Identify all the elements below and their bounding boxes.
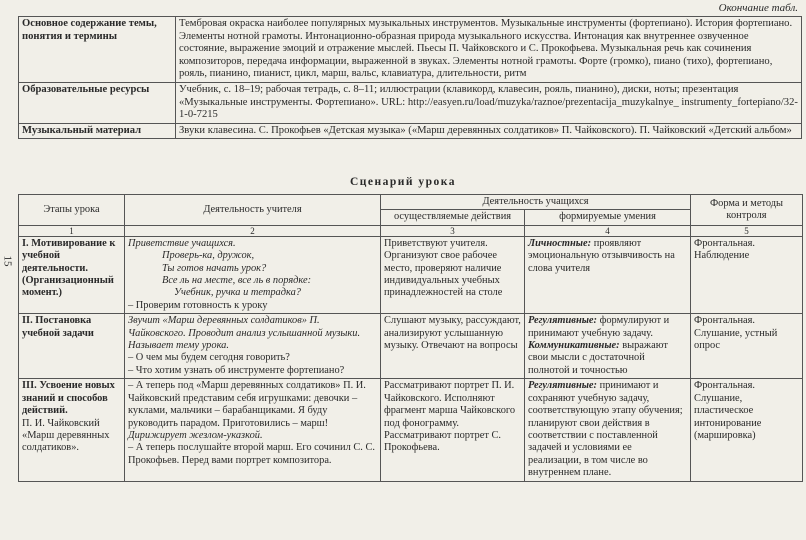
col-number: 3	[381, 225, 525, 236]
skills-cell	[525, 314, 691, 379]
skill-label: Коммуникативные:	[528, 340, 620, 352]
stage-cell: II. Постановка учебной задачи	[19, 314, 125, 379]
col-number: 5	[691, 225, 803, 236]
table-row	[19, 236, 803, 313]
scenario-table	[18, 194, 803, 482]
info-table	[18, 16, 802, 139]
header-row	[19, 195, 803, 210]
table-row	[19, 314, 803, 379]
page-number: 15	[1, 255, 14, 267]
actions-cell	[381, 379, 525, 481]
poem-line: Проверь-ка, дружок,	[162, 250, 255, 262]
row-text: Звуки клавесина. С. Прокофьев «Детская музыка» («Марш деревянных солдатиков» П. Чайковского). П. Чайковский «Детский альбом»	[176, 123, 802, 139]
teacher-cell	[125, 379, 381, 481]
col-actions: осуществляемые действия	[381, 210, 525, 225]
poem-line: Учебник, ручка и тетрадка?	[174, 287, 301, 299]
forms-cell: Фронтальная. Слушание, пластическое интонирование (маршировка)	[691, 379, 803, 481]
teacher-italic: Дирижирует жезлом-указкой.	[128, 429, 263, 441]
stage-cell: I. Мотивирование к учебной деятельности. (Организационный момент.)	[19, 236, 125, 313]
col-teacher: Деятельность учителя	[125, 195, 381, 226]
actions-cell: Слушают музыку, рассуждают, анализируют услышанную музыку. Отвечают на вопросы	[381, 314, 525, 379]
row-label: Основное содержание темы, понятия и термины	[19, 17, 176, 83]
teacher-question: – Что хотим узнать об инструменте фортепиано?	[128, 364, 345, 376]
poem-line: Ты готов начать урок?	[162, 262, 267, 274]
col-stages: Этапы урока	[19, 195, 125, 226]
teacher-text: – А теперь послушайте второй марш. Его сочинил С. С. Прокофьев. Перед вами портрет композитора.	[128, 442, 376, 466]
forms-cell: Фронтальная. Слушание, устный опрос	[691, 314, 803, 379]
stage-title: III. Усвоение новых знаний и способов действий.	[22, 380, 115, 417]
row-text: Учебник, с. 18–19; рабочая тетрадь, с. 8–11; иллюстрации (клавикорд, клавесин, рояль, пианино), диски, ноты; презентация «Музыкальные инструменты. Фортепиано». URL: http://easyen.ru/load/muzyka/raznoe/prezentacija_muzykalnye_ instrumenty_fortepiano/32-1-0-7215	[176, 82, 802, 123]
stage-cell	[19, 379, 125, 481]
col-number: 4	[525, 225, 691, 236]
col-students: Деятельность учащихся	[381, 195, 691, 210]
teacher-italic: Звучит «Марш деревянных солдатиков» П. Чайковского. Проводит анализ услышанной музыки. Называет тему урока.	[128, 315, 361, 352]
number-row	[19, 225, 803, 236]
skill-label: Регулятивные:	[528, 315, 597, 327]
skill-text: формулируют и принимают учебную задачу.	[528, 315, 670, 339]
actions-text: Рассматривают портрет С. Прокофьева.	[384, 429, 501, 454]
header-note: Окончание табл.	[718, 2, 798, 14]
teacher-text: – А теперь под «Марш деревянных солдатиков» П. И. Чайковский представим себя игрушками: девочки – куклами, мальчики – барабанщиками. Я буду руководить парадом. Приготовились – марш!	[128, 380, 366, 429]
table-row	[19, 17, 802, 83]
forms-cell: Фронтальная. Наблюдение	[691, 236, 803, 313]
skill-text: проявляют эмоциональную отзывчивость на слова учителя	[528, 237, 675, 274]
skill-label: Регулятивные:	[528, 380, 597, 392]
actions-cell: Приветствуют учителя. Организуют свое рабочее место, проверяют наличие индивидуальных учебных принадлежностей на столе	[381, 236, 525, 313]
skills-cell	[525, 379, 691, 481]
table-row	[19, 82, 802, 123]
teacher-cell	[125, 236, 381, 313]
skill-text: выражают свои мысли с достаточной полнотой и точностью	[528, 340, 668, 376]
col-forms: Форма и методы контроля	[691, 195, 803, 226]
stage-extra: П. И. Чайковский «Марш деревянных солдатиков».	[22, 417, 110, 454]
teacher-intro: Приветствие учащихся.	[128, 237, 236, 249]
row-text: Тембровая окраска наиболее популярных музыкальных инструментов. Музыкальные инструменты (фортепиано). История фортепиано. Элементы нотной грамоты. Интонационно-образная природа музыкального искусства. Интонация как внутреннее озвученное состояние, выражение эмоций и отражение мыслей. Пьесы П. Чайковского и С. Прокофьева. Музыкальная речь как сочинения композиторов, передача информации, выраженной в звуках. Элементы нотной грамоты. Форте (громко), пиано (тихо), фортепиано, рояль, пианино, пианист, цикл, марш, вальс, клавиатура, длительности, ритм	[176, 17, 802, 83]
row-label: Образовательные ресурсы	[19, 82, 176, 123]
skill-label: Личностные:	[528, 237, 592, 249]
row-label: Музыкальный материал	[19, 123, 176, 139]
col-skills: формируемые умения	[525, 210, 691, 225]
skills-cell	[525, 236, 691, 313]
table-row	[19, 123, 802, 139]
table-row	[19, 379, 803, 481]
col-number: 1	[19, 225, 125, 236]
scenario-title: Сценарий урока	[349, 176, 457, 188]
col-number: 2	[125, 225, 381, 236]
teacher-text: – Проверим готовность к уроку	[128, 299, 268, 311]
poem-line: Все ль на месте, все ль в порядке:	[162, 275, 312, 287]
teacher-cell	[125, 314, 381, 379]
skill-text: принимают и сохраняют учебную задачу, соответствующую этапу обучения; планируют свои действия в соответствии с поставленной задачей и условиями ее реализации, в том числе во внутреннем плане.	[528, 380, 683, 479]
teacher-question: – О чем мы будем сегодня говорить?	[128, 352, 290, 364]
actions-text: Рассматривают портрет П. И. Чайковского. Исполняют фрагмент марша Чайковского под фонограмму.	[384, 380, 516, 429]
